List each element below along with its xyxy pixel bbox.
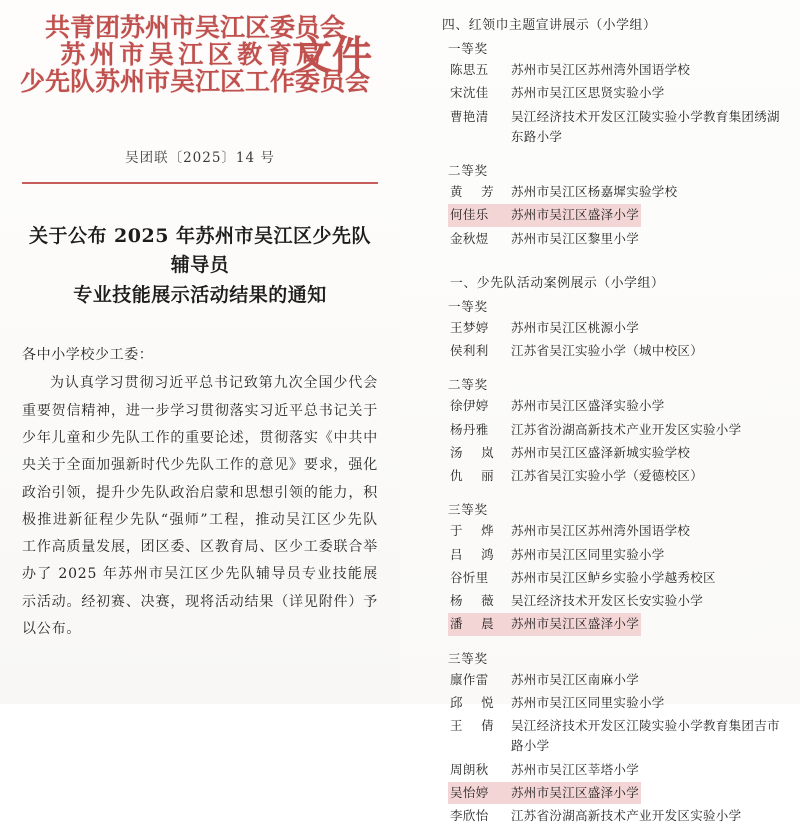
awardee-school: 江苏省吴江实验小学（爱德校区） (511, 468, 704, 483)
letterhead-line-2: 苏州市吴江区教育局 (60, 40, 326, 69)
awardee-school: 苏州市吴江区同里实验小学 (511, 694, 665, 710)
award-entry-row (448, 465, 705, 487)
body-paragraph: 为认真学习贯彻习近平总书记致第九次全国少代会重要贺信精神，进一步学习贯彻落实习近平总书记关于少年儿童和少先队工作的重要论述，贯彻落实《中共中央关于全面加强新时代少先队工作的意见》要求，强化政治引领，提升少先队政治启蒙和思想引领的能力，积极推进新征程少先队“强师”工程，推动吴江区少先队工作高质量发展，团区委、区教育局、区少工委联合举办了 2025 年苏州市吴江区少先队辅导员专业技能展示活动。经初赛、决赛，现将活动结果（详见附件）予以公布。 (22, 375, 378, 637)
salutation: 各中小学校少工委： (22, 347, 154, 364)
award-entry-row (448, 228, 641, 250)
document-number: 吴团联〔2025〕14 号 (125, 150, 275, 166)
award-entry-row (448, 669, 641, 691)
award-entry-row (448, 805, 743, 827)
awardee-name (450, 443, 502, 463)
awardee-givenname: 鸿 (481, 546, 494, 562)
award-level-label: 一等奖 (448, 298, 488, 314)
awardee-name: 徐伊婷 (450, 398, 489, 414)
award-entry-row (448, 181, 679, 203)
awardee-surname: 杨 (450, 593, 463, 608)
awardee-name (450, 545, 502, 565)
awardee-name: 宋沈佳 (450, 85, 489, 101)
group-spacer (424, 149, 786, 158)
awardee-name (450, 693, 502, 713)
award-level-label: 三等奖 (448, 502, 488, 518)
group-spacer (424, 637, 786, 646)
awardee-name (450, 521, 502, 541)
awardee-surname: 王 (450, 718, 463, 733)
group-spacer (424, 363, 786, 372)
letterhead-line-1: 共青团苏州市吴江区委员会 (44, 13, 345, 42)
award-entry-row (448, 715, 786, 758)
award-level-label: 一等奖 (448, 41, 488, 56)
awardee-name: 廪作雷 (450, 671, 489, 687)
awardee-school: 苏州市吴江区盛泽小学 (511, 616, 640, 632)
award-entry-row (448, 395, 667, 417)
awardee-name (450, 591, 502, 611)
award-entry-row-highlighted (448, 204, 641, 226)
page-title-line-2: 专业技能展示活动结果的通知 (73, 283, 327, 306)
awardee-school: 苏州市吴江区鲈乡实验小学越秀校区 (511, 569, 716, 585)
award-level-label: 二等奖 (448, 377, 488, 393)
red-divider-rule (22, 182, 378, 184)
awardee-school: 苏州市吴江区思贤实验小学 (511, 85, 665, 101)
awardee-surname: 仇 (450, 468, 463, 483)
award-entry-row-highlighted (448, 782, 641, 804)
awardee-school: 苏州市吴江区南麻小学 (511, 671, 640, 687)
awardee-school: 苏州市吴江区盛泽新城实验学校 (511, 444, 691, 460)
awardee-name (450, 466, 502, 486)
awardee-surname: 于 (450, 523, 463, 539)
awardee-givenname: 悦 (481, 694, 494, 710)
awardee-givenname: 丽 (481, 468, 494, 483)
awardee-givenname: 烨 (481, 523, 494, 539)
awardee-school: 江苏省吴江实验小学（城中校区） (511, 343, 704, 358)
awardee-school: 苏州市吴江区桃源小学 (511, 319, 640, 335)
awardee-name (450, 182, 502, 202)
awardee-surname: 汤 (450, 444, 463, 460)
award-level-label: 二等奖 (448, 163, 488, 178)
page-title-line-1: 关于公布 2025 年苏州市吴江区少先队辅导员 (28, 225, 372, 277)
awardee-school: 苏州市吴江区黎里小学 (511, 230, 640, 246)
awardee-school: 吴江经济技术开发区江陵实验小学教育集团吉市路小学 (511, 718, 780, 754)
awardee-givenname: 晨 (481, 616, 494, 632)
section-heading: 一、少先队活动案例展示（小学组） (450, 275, 665, 291)
award-entry-row (448, 567, 718, 589)
awardee-name (450, 716, 502, 736)
group-spacer (424, 488, 786, 497)
award-entry-row (448, 82, 667, 104)
awardee-surname: 黄 (450, 184, 463, 199)
award-entry-row (448, 59, 692, 81)
awardee-name: 何佳乐 (450, 207, 489, 223)
awardee-name: 周朗秋 (450, 761, 489, 777)
awardee-name: 杨丹雅 (450, 421, 489, 437)
award-entry-row (448, 590, 705, 612)
awardee-givenname: 薇 (481, 593, 494, 608)
awardee-name: 王梦婷 (450, 319, 489, 335)
award-entry-row (448, 759, 641, 781)
award-entry-row (448, 520, 692, 542)
award-entry-row (448, 442, 692, 464)
awardee-school: 苏州市吴江区苏州湾外国语学校 (511, 62, 691, 77)
letterhead-document-word: 文件 (292, 32, 372, 79)
awardee-surname: 潘 (450, 616, 463, 632)
awardee-name: 陈思五 (450, 62, 489, 77)
awardee-surname: 邱 (450, 694, 463, 710)
letterhead (19, 10, 378, 126)
letterhead-line-3: 少先队苏州市吴江区工作委员会 (19, 67, 370, 96)
award-entry-row (448, 317, 641, 339)
awardee-school: 苏州市吴江区盛泽小学 (511, 207, 640, 223)
section-heading: 四、红领巾主题宣讲展示（小学组） (442, 18, 657, 33)
section-spacer (424, 251, 786, 266)
awardee-name: 金秋煜 (450, 230, 489, 246)
awardee-school: 苏州市吴江区盛泽小学 (511, 784, 640, 800)
awardee-name: 谷忻里 (450, 569, 489, 585)
awardee-school: 苏州市吴江区莘塔小学 (511, 761, 640, 777)
awardee-name: 曹艳清 (450, 108, 489, 124)
awardee-givenname: 芳 (481, 184, 494, 199)
awardee-name: 李欣怡 (450, 808, 489, 823)
awardee-surname: 吕 (450, 546, 463, 562)
awardee-school: 苏州市吴江区同里实验小学 (511, 546, 665, 562)
document-page-right (400, 0, 800, 823)
award-entry-row (448, 419, 743, 441)
awardee-school: 吴江经济技术开发区江陵实验小学教育集团绣湖东路小学 (511, 108, 780, 144)
awardee-school: 苏州市吴江区杨嘉墀实验学校 (511, 184, 678, 199)
award-entry-row (448, 340, 705, 362)
awardee-school: 吴江经济技术开发区长安实验小学 (511, 593, 704, 608)
awardee-name: 吴怡婷 (450, 784, 489, 800)
award-level-label: 三等奖 (448, 650, 488, 666)
award-entry-row (448, 544, 667, 566)
awardee-name (450, 614, 502, 634)
award-entry-row (448, 106, 786, 149)
award-entry-row (448, 692, 667, 714)
awardee-name: 侯利利 (450, 343, 489, 358)
page-title (26, 222, 374, 310)
awardee-school: 江苏省汾湖高新技术产业开发区实验小学 (511, 808, 742, 823)
awardee-givenname: 岚 (481, 444, 494, 460)
awardee-school: 苏州市吴江区盛泽实验小学 (511, 398, 665, 414)
document-page-left (0, 0, 400, 704)
awardee-givenname: 倩 (481, 718, 494, 733)
awardee-school: 江苏省汾湖高新技术产业开发区实验小学 (511, 421, 742, 437)
awardee-school: 苏州市吴江区苏州湾外国语学校 (511, 523, 691, 539)
award-entry-row-highlighted (448, 613, 641, 635)
